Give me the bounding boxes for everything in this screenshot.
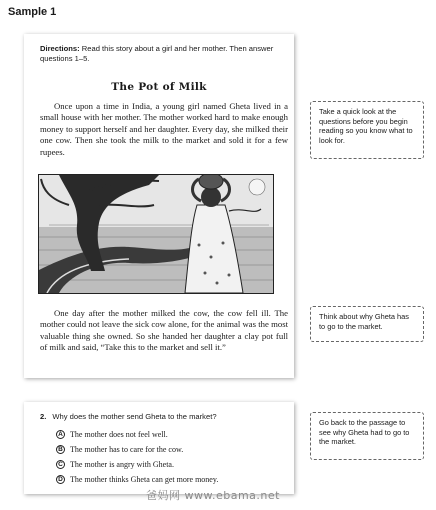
answer-text-a: The mother does not feel well.	[70, 430, 168, 439]
answer-options	[56, 427, 218, 487]
tip-box-3: Go back to the passage to see why Gheta had to go to the market.	[310, 412, 424, 460]
answer-bubble-d[interactable]: D	[56, 475, 65, 484]
directions-label: Directions:	[40, 44, 80, 53]
story-card	[24, 34, 294, 378]
answer-option-d[interactable]	[56, 472, 218, 487]
question-number: 2.	[40, 412, 47, 421]
story-paragraph-1: Once upon a time in India, a young girl named Gheta lived in a small house with her mother. The mother worked hard to make enough money to support herself and her daughter. Every day, she milked their one cow. Then she took the milk to the market and sold it for a few rupees.	[40, 101, 288, 157]
answer-text-c: The mother is angry with Gheta.	[70, 460, 174, 469]
directions-text: Read this story about a girl and her mother. Then answer questions 1–5.	[40, 44, 274, 63]
answer-option-b[interactable]	[56, 442, 218, 457]
answer-text-d: The mother thinks Gheta can get more money.	[70, 475, 219, 484]
answer-text-b: The mother has to care for the cow.	[70, 445, 184, 454]
story-illustration	[38, 174, 274, 294]
story-paragraph-2: One day after the mother milked the cow, the cow fell ill. The mother could not leave the sick cow alone, for the animal was the most valuable thing she owned. So she handed her daughter a clay pot full of milk and said, “Take this to the market and sell it.”	[40, 308, 288, 353]
question-row	[40, 412, 217, 421]
directions	[40, 44, 285, 64]
question-card	[24, 402, 294, 494]
answer-option-c[interactable]	[56, 457, 218, 472]
answer-option-a[interactable]	[56, 427, 218, 442]
answer-bubble-c[interactable]: C	[56, 460, 65, 469]
question-text: Why does the mother send Gheta to the market?	[52, 412, 217, 421]
tip-box-2: Think about why Gheta has to go to the market.	[310, 306, 424, 342]
answer-bubble-b[interactable]: B	[56, 445, 65, 454]
sample-label: Sample 1	[8, 6, 57, 18]
answer-bubble-a[interactable]: A	[56, 430, 65, 439]
story-title: The Pot of Milk	[111, 81, 207, 93]
tip-box-1: Take a quick look at the questions before you begin reading so you know what to look for.	[310, 101, 424, 159]
watermark: 爸妈网 www.ebama.net	[146, 489, 280, 502]
